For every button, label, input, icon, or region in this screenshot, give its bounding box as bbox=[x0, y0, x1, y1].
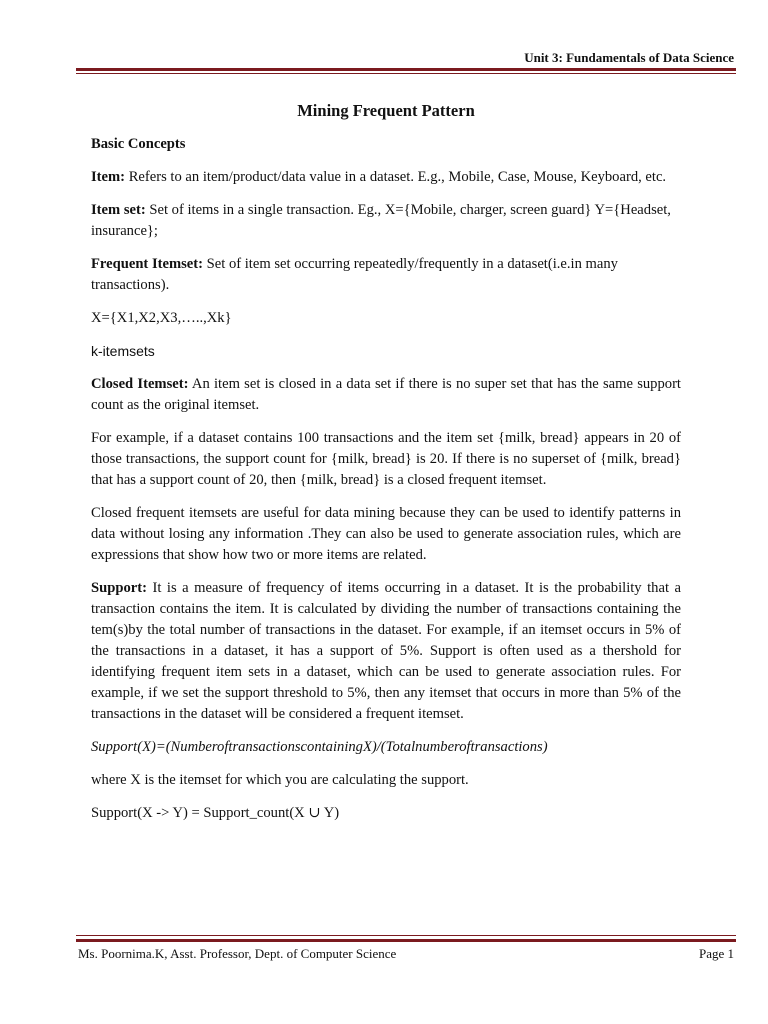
support-term: Support: bbox=[91, 580, 147, 596]
closed-itemset-term: Closed Itemset: bbox=[91, 376, 189, 392]
support-rule-formula: Support(X -> Y) = Support_count(X ∪ Y) bbox=[91, 805, 340, 821]
support-definition bbox=[91, 578, 681, 725]
itemset-term: Item set: bbox=[91, 202, 146, 218]
item-term: Item: bbox=[91, 169, 126, 185]
support-formula: Support(X)=(NumberoftransactionscontainingX)/(Totalnumberoftransactions) bbox=[91, 739, 548, 755]
closed-itemset-usefulness: Closed frequent itemsets are useful for data mining because they can be used to identify patterns in data without losing any information .They can also be used to generate association rules, which are expressions that show how two or more items are related. bbox=[91, 505, 681, 563]
footer-rule-thin bbox=[76, 935, 736, 936]
page-title: Mining Frequent Pattern bbox=[297, 101, 475, 120]
closed-itemset-example: For example, if a dataset contains 100 transactions and the item set {milk, bread} appears in 20 of those transactions, the support count for {milk, bread} is 20. If there is no superset of {milk, bread} that has a support count of 20, then {milk, bread} is a closed frequent itemset. bbox=[91, 430, 681, 488]
item-definition bbox=[91, 167, 681, 188]
footer-rule-thick bbox=[76, 939, 736, 942]
document-body bbox=[91, 100, 681, 836]
support-text: It is a measure of frequency of items occurring in a dataset. It is the probability that a transaction contains the item. It is calculated by dividing the number of transactions containing the tem(s)by the total number of transactions in the dataset. For example, if an itemset occurs in 5% of the transactions in a dataset, it has a support of 5%. Support is often used as a thershold for identifying frequent item sets in a dataset, which can be used to generate association rules. For example, if we set the support threshold to 5%, then any itemset that occurs in more than 5% of the transactions in the dataset will be considered a frequent itemset. bbox=[91, 580, 681, 722]
frequent-itemset-definition bbox=[91, 254, 681, 296]
unit-header: Unit 3: Fundamentals of Data Science bbox=[524, 50, 734, 65]
section-heading: Basic Concepts bbox=[91, 136, 186, 152]
footer-author: Ms. Poornima.K, Asst. Professor, Dept. of Computer Science bbox=[78, 946, 397, 961]
header-rule-thin bbox=[76, 73, 736, 74]
itemset-text: Set of items in a single transaction. Eg., X={Mobile, charger, screen guard} Y={Headset, insurance}; bbox=[91, 202, 671, 239]
closed-itemset-definition bbox=[91, 374, 681, 416]
frequent-itemset-text: Set of item set occurring repeatedly/frequently in a dataset(i.e.in many transactions). bbox=[91, 256, 618, 293]
item-text: Refers to an item/product/data value in a dataset. E.g., Mobile, Case, Mouse, Keyboard, etc. bbox=[125, 169, 667, 185]
frequent-itemset-term: Frequent Itemset: bbox=[91, 256, 203, 272]
k-itemsets-label: k-itemsets bbox=[91, 343, 155, 359]
page-number: Page 1 bbox=[698, 946, 734, 961]
where-note: where X is the itemset for which you are calculating the support. bbox=[91, 772, 469, 788]
x-set-notation: X={X1,X2,X3,…..,Xk} bbox=[91, 310, 232, 326]
itemset-definition bbox=[91, 200, 681, 242]
closed-itemset-text: An item set is closed in a data set if there is no super set that has the same support count as the original itemset. bbox=[91, 376, 681, 413]
header-rule-thick bbox=[76, 68, 736, 71]
